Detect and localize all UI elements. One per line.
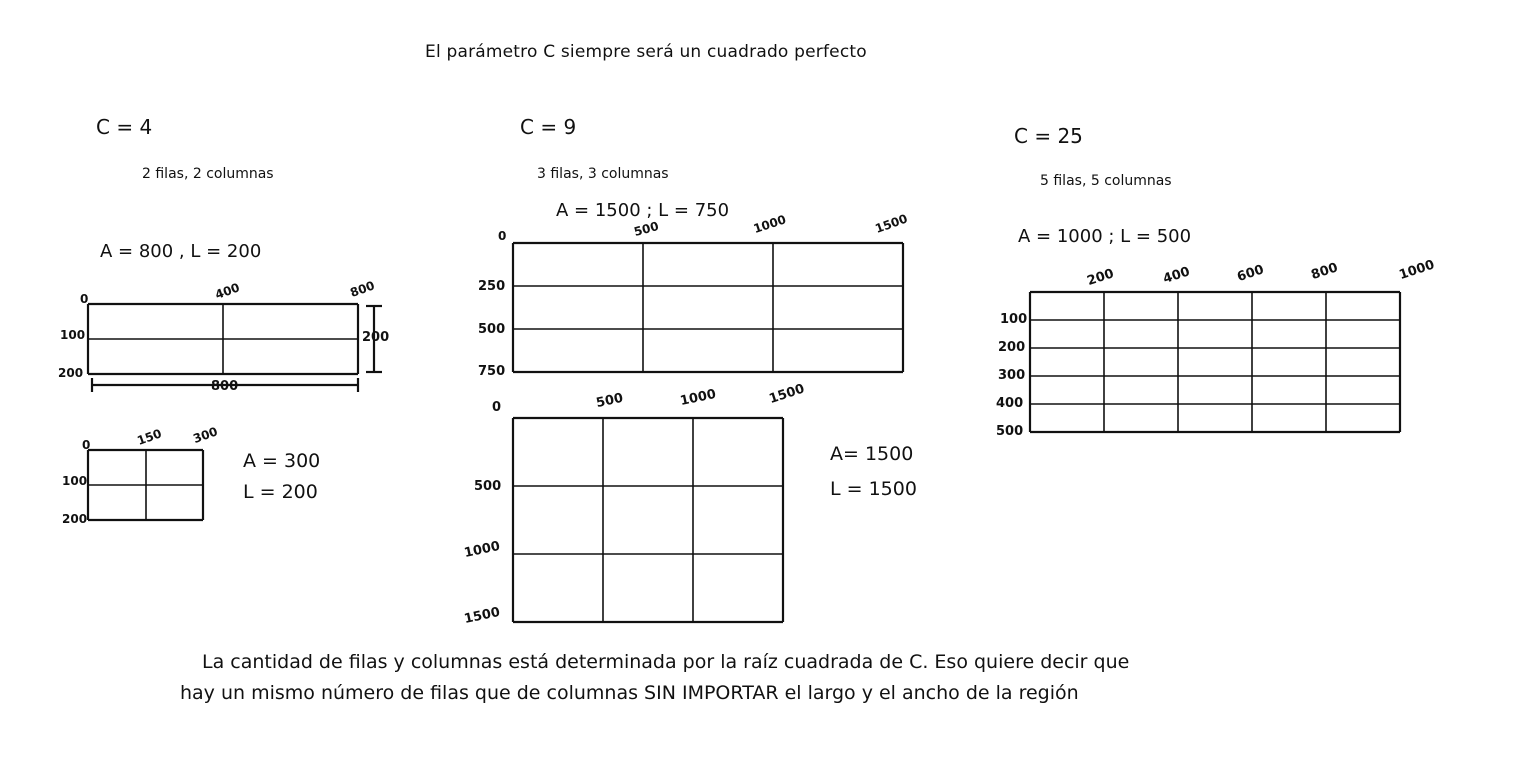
xtick-c25-fig1-4: 1000 — [1397, 257, 1437, 283]
xtick-c4-fig2-1: 150 — [135, 426, 164, 448]
ytick-c4-fig2-1: 100 — [62, 474, 88, 488]
xtick-c9-fig1-2: 1000 — [751, 212, 788, 236]
ytick-c25-fig1-4: 500 — [996, 424, 1024, 439]
footer-line-2: hay un mismo número de filas que de columnas SIN IMPORTAR el largo y el ancho de la región — [180, 682, 1079, 704]
xtick-c25-fig1-3: 800 — [1309, 260, 1340, 283]
example-title-c25: C = 25 — [1014, 124, 1083, 148]
example-title-c4: C = 4 — [96, 115, 153, 139]
annotation-c25-fig1: A = 1000 ; L = 500 — [1018, 226, 1192, 247]
annotation-c4-fig2-l: L = 200 — [243, 481, 318, 503]
ytick-c4-fig1-1: 100 — [60, 328, 86, 342]
annotation-c4-fig2-a: A = 300 — [243, 450, 321, 472]
example-subtitle-c9: 3 filas, 3 columnas — [537, 166, 669, 182]
xtick-c25-fig1-2: 600 — [1235, 262, 1266, 285]
ytick-c9-fig2-3: 1500 — [462, 604, 502, 627]
annotation-c9-fig1: A = 1500 ; L = 750 — [556, 200, 730, 221]
dim-height-label-c4-fig1: 200 — [362, 330, 390, 345]
xtick-c25-fig1-0: 200 — [1085, 266, 1116, 289]
xtick-c9-fig2-2: 1000 — [678, 386, 718, 409]
xtick-c4-fig1-2: 800 — [348, 278, 377, 300]
footer-line-1: La cantidad de filas y columnas está determinada por la raíz cuadrada de C. Eso quiere decir que — [202, 651, 1130, 673]
page-title: El parámetro C siempre será un cuadrado perfecto — [425, 42, 867, 62]
ytick-c9-fig1-2: 500 — [478, 322, 506, 337]
annotation-c9-fig2-a: A= 1500 — [830, 443, 914, 465]
ytick-c9-fig2-1: 500 — [474, 479, 502, 494]
xtick-c9-fig1-3: 1500 — [873, 211, 910, 236]
xtick-c9-fig2-0: 0 — [492, 400, 502, 415]
ytick-c9-fig2-2: 1000 — [462, 538, 502, 561]
ytick-c25-fig1-2: 300 — [998, 368, 1026, 383]
example-subtitle-c25: 5 filas, 5 columnas — [1040, 173, 1172, 189]
ytick-c25-fig1-1: 200 — [998, 340, 1026, 355]
xtick-c4-fig2-2: 300 — [191, 424, 220, 446]
xtick-c9-fig1-1: 500 — [632, 218, 661, 239]
ytick-c25-fig1-3: 400 — [996, 396, 1024, 411]
xtick-c25-fig1-1: 400 — [1161, 264, 1192, 287]
xtick-c9-fig2-3: 1500 — [767, 381, 807, 407]
xtick-c4-fig1-1: 400 — [213, 280, 242, 302]
dim-width-label-c4-fig1: 800 — [211, 379, 239, 394]
ytick-c25-fig1-0: 100 — [1000, 312, 1028, 327]
example-title-c9: C = 9 — [520, 115, 577, 139]
ytick-c9-fig1-3: 750 — [478, 364, 506, 379]
ytick-c4-fig1-2: 200 — [58, 366, 84, 380]
xtick-c9-fig2-1: 500 — [594, 390, 625, 411]
annotation-c9-fig2-l: L = 1500 — [830, 478, 917, 500]
ytick-c9-fig1-1: 250 — [478, 279, 506, 294]
xtick-c9-fig1-0: 0 — [498, 229, 507, 243]
annotation-c4-fig1: A = 800 , L = 200 — [100, 241, 262, 262]
ytick-c4-fig2-2: 200 — [62, 512, 88, 526]
xtick-c4-fig2-0: 0 — [82, 438, 91, 452]
example-subtitle-c4: 2 filas, 2 columnas — [142, 166, 274, 182]
xtick-c4-fig1-0: 0 — [80, 292, 89, 306]
